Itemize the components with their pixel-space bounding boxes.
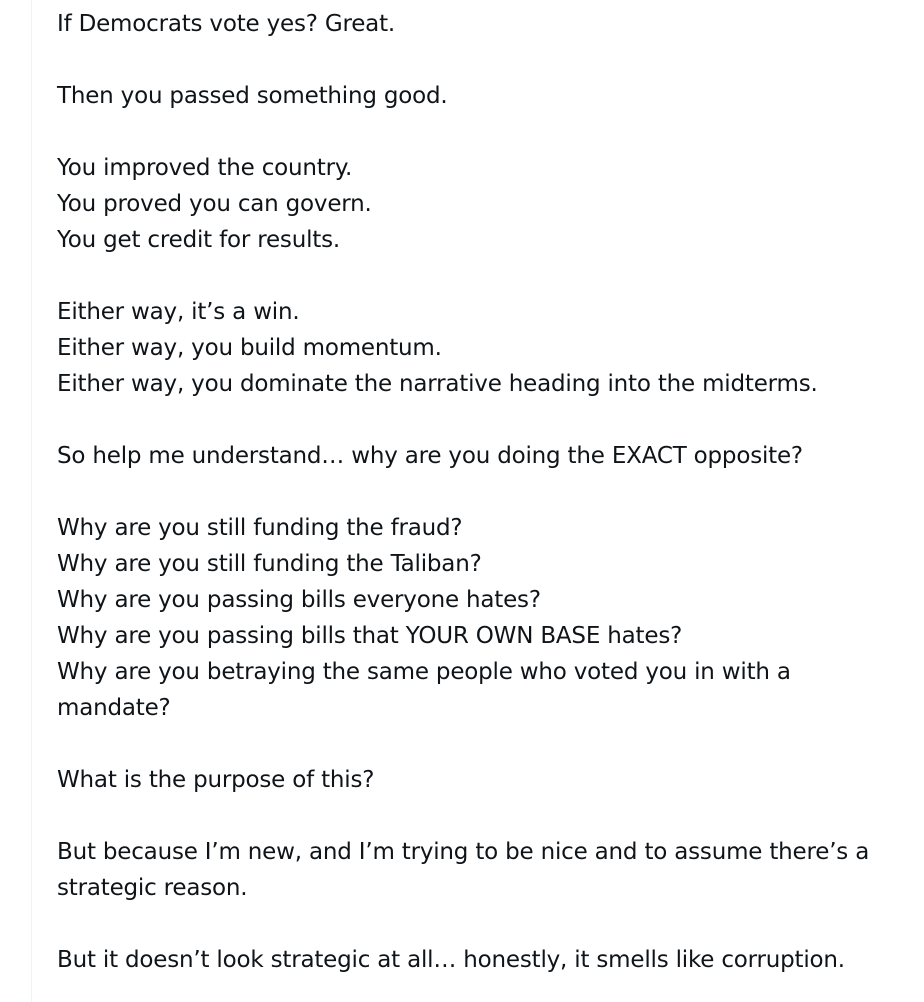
post-paragraph [57,6,907,42]
post-line: You proved you can govern. [57,191,372,217]
post-line: So help me understand… why are you doing the EXACT opposite? [57,443,803,469]
post-paragraph [57,150,907,258]
post-paragraph [57,438,907,474]
post-paragraph [57,762,907,798]
post-line: You get credit for results. [57,227,340,253]
post-line: You improved the country. [57,155,353,181]
post-paragraph [57,294,907,402]
post-line: Why are you still funding the Taliban? [57,551,482,577]
post-paragraph [57,78,907,114]
post-line: But it doesn’t look strategic at all… honestly, it smells like corruption. [57,947,845,973]
post-line: Either way, you build momentum. [57,335,442,361]
post-line: Why are you still funding the fraud? [57,515,463,541]
post-line: Either way, you dominate the narrative heading into the midterms. [57,371,818,397]
post-line: Either way, it’s a win. [57,299,300,325]
post-line: If Democrats vote yes? Great. [57,11,396,37]
post-paragraph [57,834,907,906]
post-line: Why are you passing bills that YOUR OWN BASE hates? [57,623,683,649]
post-line: Then you passed something good. [57,83,448,109]
post-paragraph [57,510,907,726]
thread-divider [31,0,32,1002]
post-paragraph [57,942,907,978]
post-line: Why are you betraying the same people who voted you in with a mandate? [57,659,791,721]
post-text [57,6,907,978]
post-line: What is the purpose of this? [57,767,375,793]
post-line: But because I’m new, and I’m trying to be nice and to assume there’s a strategic reason. [57,839,870,901]
post-line: Why are you passing bills everyone hates? [57,587,541,613]
